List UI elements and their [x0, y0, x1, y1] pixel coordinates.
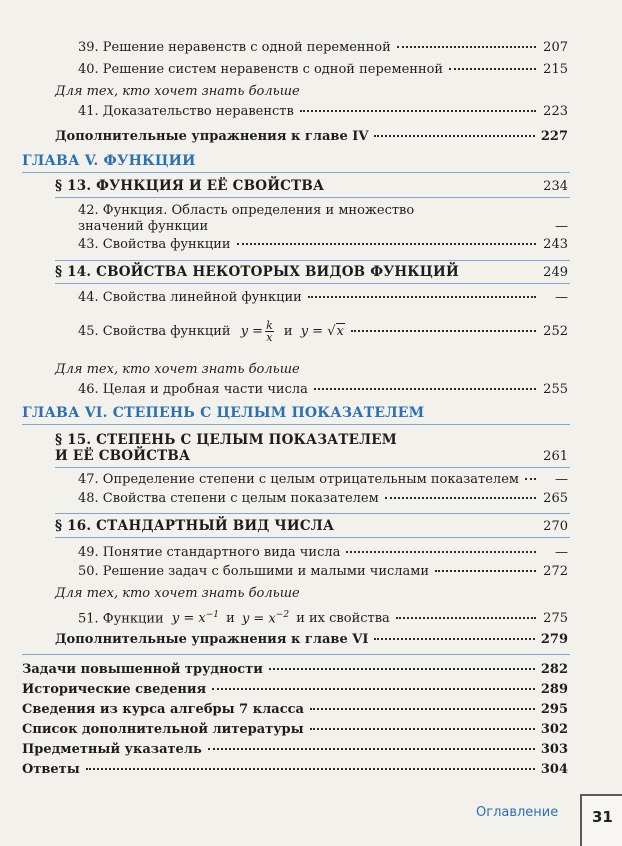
toc-entry-literature[interactable]	[22, 722, 568, 738]
toc-entry-title: 47. Определение степени с целым отрицательным показателем	[78, 472, 519, 487]
leader-dots	[310, 728, 535, 730]
toc-paragraph-16[interactable]	[55, 518, 568, 535]
chapter-rule	[22, 424, 570, 425]
appendix-rule	[22, 654, 570, 655]
toc-entry-extra-4[interactable]	[55, 129, 568, 145]
toc-entry-title: 51. Функции $y = x^{-1}$ и $y = x^{-2}$ и их свойства	[78, 610, 390, 627]
toc-page-number: 303	[540, 742, 568, 757]
toc-paragraph-15-line2[interactable]	[55, 448, 568, 465]
toc-entry-title: 39. Решение неравенств с одной переменной	[78, 40, 391, 55]
leader-dots	[300, 110, 536, 112]
toc-entry-47[interactable]	[78, 472, 568, 488]
chapter-heading-6[interactable]: ГЛАВА VI. СТЕПЕНЬ С ЦЕЛЫМ ПОКАЗАТЕЛЕМ	[22, 405, 425, 421]
toc-page-number: —	[555, 472, 568, 487]
leader-dots	[86, 768, 535, 770]
toc-page-number: 275	[543, 611, 568, 627]
leader-dots	[525, 478, 536, 480]
toc-page-number: 272	[543, 564, 568, 579]
leader-dots	[269, 668, 535, 670]
section-rule	[55, 260, 570, 261]
leader-dots	[396, 617, 536, 619]
toc-paragraph-title: § 14. СВОЙСТВА НЕКОТОРЫХ ВИДОВ ФУНКЦИЙ	[55, 264, 459, 280]
leader-dots	[435, 570, 536, 572]
page-number: 31	[592, 808, 613, 826]
leader-dots	[374, 638, 534, 640]
toc-entry-41[interactable]	[78, 104, 568, 120]
toc-page-number: 295	[540, 702, 568, 717]
toc-paragraph-title-line1: § 15. СТЕПЕНЬ С ЦЕЛЫМ ПОКАЗАТЕЛЕМ	[55, 432, 397, 448]
toc-entry-title: 41. Доказательство неравенств	[78, 104, 294, 119]
toc-page-number: —	[555, 545, 568, 560]
toc-page-number: 289	[540, 682, 568, 697]
toc-entry-49[interactable]	[78, 545, 568, 561]
toc-entry-title: Исторические сведения	[22, 682, 207, 697]
formula-y: y =	[300, 324, 324, 339]
toc-page-number: 207	[543, 40, 568, 55]
leader-dots	[212, 688, 535, 690]
leader-dots	[397, 46, 536, 48]
optional-note: Для тех, кто хочет знать больше	[55, 586, 300, 601]
toc-entry-title-line1: 42. Функция. Область определения и множество	[78, 203, 415, 218]
toc-entry-title: 43. Свойства функции	[78, 237, 231, 252]
toc-paragraph-15[interactable]	[55, 432, 568, 448]
toc-entry-algebra-7[interactable]	[22, 702, 568, 718]
toc-page-number: 227	[540, 129, 568, 144]
toc-entry-43[interactable]	[78, 237, 568, 253]
formula-power: y = x	[241, 611, 276, 627]
formula-power: y = x	[171, 611, 206, 627]
section-rule	[55, 513, 570, 514]
formula-y: y =	[240, 324, 264, 339]
toc-entry-title: 49. Понятие стандартного вида числа	[78, 545, 341, 560]
toc-page-number: 243	[543, 237, 568, 252]
toc-entry-title: Ответы	[22, 762, 80, 777]
section-rule	[55, 283, 570, 284]
toc-entry-40[interactable]	[78, 62, 568, 78]
toc-entry-title: 45. Свойства функций y = $\frac{k}{x}$ и y = √x	[78, 319, 344, 344]
toc-paragraph-13[interactable]	[55, 178, 568, 195]
toc-page-number: —	[555, 219, 568, 234]
toc-entry-39[interactable]	[78, 40, 568, 56]
toc-entry-42-line2[interactable]	[78, 219, 568, 235]
toc-page-number: 215	[543, 62, 568, 77]
toc-entry-hard-problems[interactable]	[22, 662, 568, 678]
chapter-rule	[22, 172, 570, 173]
toc-entry-history[interactable]	[22, 682, 568, 698]
toc-entry-42[interactable]	[78, 203, 568, 219]
toc-entry-extra-6[interactable]	[55, 632, 568, 648]
toc-entry-title: Задачи повышенной трудности	[22, 662, 263, 677]
leader-dots	[310, 708, 535, 710]
toc-page-number: 279	[540, 632, 568, 647]
toc-entry-44[interactable]	[78, 290, 568, 306]
toc-paragraph-14[interactable]	[55, 264, 568, 281]
optional-note: Для тех, кто хочет знать больше	[55, 84, 300, 99]
toc-entry-48[interactable]	[78, 491, 568, 507]
toc-page-number: 249	[543, 265, 568, 280]
toc-entry-title: 48. Свойства степени с целым показателем	[78, 491, 379, 506]
leader-dots	[351, 330, 536, 332]
toc-entry-title: Предметный указатель	[22, 742, 202, 757]
toc-page-number: 282	[540, 662, 568, 677]
toc-page-number: 252	[543, 324, 568, 339]
toc-entry-45[interactable]	[78, 320, 568, 343]
section-rule	[55, 197, 570, 198]
leader-dots	[237, 243, 536, 245]
leader-dots	[346, 551, 536, 553]
toc-entry-title: 44. Свойства линейной функции	[78, 290, 302, 305]
chapter-heading-5[interactable]: ГЛАВА V. ФУНКЦИИ	[22, 153, 196, 169]
section-rule	[55, 537, 570, 538]
leader-dots	[314, 388, 536, 390]
toc-entry-title: 46. Целая и дробная части числа	[78, 382, 308, 397]
toc-entry-title: Список дополнительной литературы	[22, 722, 304, 737]
toc-entry-title: Сведения из курса алгебры 7 класса	[22, 702, 304, 717]
toc-page-number: 302	[540, 722, 568, 737]
leader-dots	[308, 296, 536, 298]
leader-dots	[208, 748, 535, 750]
leader-dots	[385, 497, 536, 499]
toc-entry-title: 40. Решение систем неравенств с одной переменной	[78, 62, 444, 77]
toc-page-number: —	[555, 290, 568, 305]
toc-page-number: 270	[543, 519, 568, 534]
toc-paragraph-title: § 13. ФУНКЦИЯ И ЕЁ СВОЙСТВА	[55, 178, 325, 194]
optional-note: Для тех, кто хочет знать больше	[55, 362, 300, 377]
leader-dots	[374, 135, 534, 137]
section-rule	[55, 467, 570, 468]
toc-entry-46[interactable]	[78, 382, 568, 398]
toc-paragraph-title: § 16. СТАНДАРТНЫЙ ВИД ЧИСЛА	[55, 518, 335, 534]
toc-page-number: 261	[543, 449, 568, 464]
toc-entry-subject-index[interactable]	[22, 742, 568, 758]
toc-paragraph-title-line2: И ЕЁ СВОЙСТВА	[55, 448, 191, 464]
toc-page-number: 234	[543, 179, 568, 194]
toc-entry-answers[interactable]	[22, 762, 568, 778]
toc-page-number: 223	[543, 104, 568, 119]
toc-entry-title-line2: значений функции	[78, 219, 209, 234]
toc-page-number: 304	[540, 762, 568, 777]
toc-entry-title: Дополнительные упражнения к главе IV	[55, 129, 369, 144]
sqrt-icon: √	[327, 324, 336, 339]
toc-entry-title: 50. Решение задач с большими и малыми числами	[78, 564, 430, 579]
fraction-k-over-x: $\frac{k}{x}$	[266, 319, 273, 344]
footer-section-label: Оглавление	[476, 805, 559, 820]
toc-page-number: 255	[543, 382, 568, 397]
toc-entry-50[interactable]	[78, 564, 568, 580]
toc-entry-title: Дополнительные упражнения к главе VI	[55, 632, 369, 647]
toc-page-number: 265	[543, 491, 568, 506]
toc-entry-51[interactable]	[78, 607, 568, 627]
leader-dots	[449, 68, 536, 70]
